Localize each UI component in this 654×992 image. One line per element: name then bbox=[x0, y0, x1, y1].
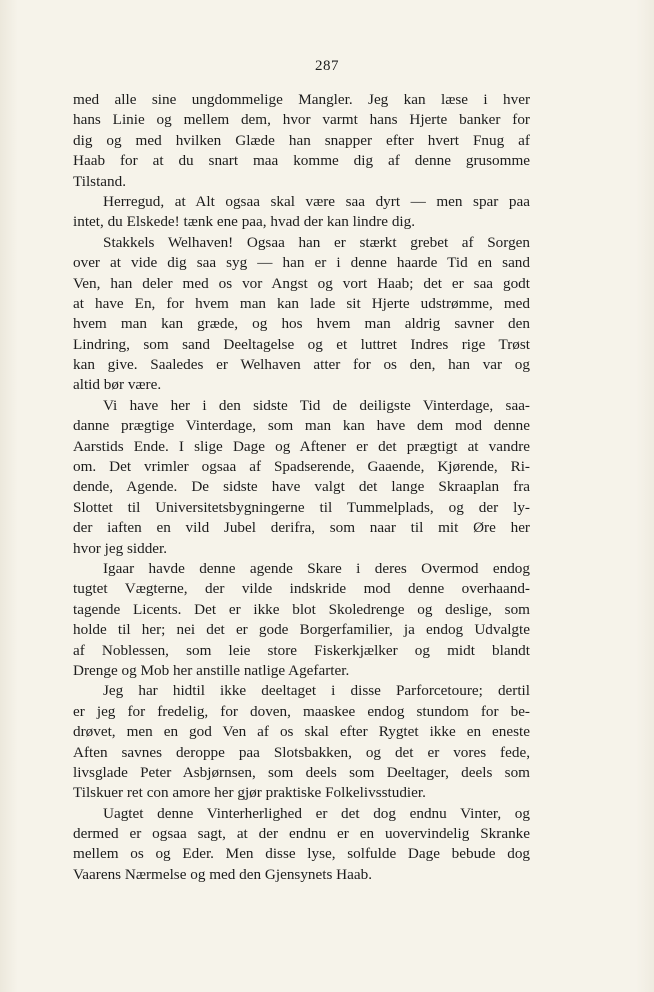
text-line: over at vide dig saa syg — han er i denne haarde Tid en sand bbox=[73, 254, 530, 272]
text-line: altid bør være. bbox=[73, 376, 162, 394]
text-line: tagende Licents. Det er ikke blot Skoledrenge og deslige, som bbox=[73, 600, 530, 618]
text-line: dende, Agende. De sidste have valgt det lange Skraaplan fra bbox=[73, 478, 530, 496]
text-line: intet, du Elskede! tænk ene paa, hvad der kan lindre dig. bbox=[73, 213, 416, 231]
paragraph bbox=[73, 90, 530, 192]
text-line: livsglade Peter Asbjørnsen, som deels som Deeltager, deels som bbox=[73, 763, 530, 781]
text-line: om. Det vrimler ogsaa af Spadserende, Gaaende, Kjørende, Ri- bbox=[73, 458, 530, 476]
page-number: 287 bbox=[315, 58, 339, 74]
paragraph bbox=[73, 559, 530, 681]
text-line: Aarstids Ende. I slige Dage og Aftener er det prægtigt at vandre bbox=[73, 437, 530, 455]
paragraph bbox=[73, 192, 530, 233]
text-line: Stakkels Welhaven! Ogsaa han er stærkt grebet af Sorgen bbox=[103, 233, 530, 251]
text-line: Vi have her i den sidste Tid de deiligste Vinterdage, saa- bbox=[103, 396, 530, 414]
text-line: af Noblessen, som leie store Fiskerkjælker og midt blandt bbox=[73, 641, 530, 659]
text-line: der iaften en vild Jubel derifra, som naar til mit Øre her bbox=[73, 519, 530, 537]
text-line: mellem os og Eder. Men disse lyse, solfulde Dage bebude dog bbox=[73, 845, 530, 863]
text-line: med alle sine ungdommelige Mangler. Jeg kan læse i hver bbox=[73, 91, 530, 108]
body-text bbox=[73, 90, 530, 885]
text-line: kan give. Saaledes er Welhaven atter for os den, han var og bbox=[73, 356, 530, 374]
text-line: Vaarens Nærmelse og med den Gjensynets Haab. bbox=[73, 865, 373, 883]
paragraph bbox=[73, 396, 530, 559]
text-line: Uagtet denne Vinterherlighed er det dog endnu Vinter, og bbox=[103, 804, 530, 822]
text-line: hvor jeg sidder. bbox=[73, 539, 168, 557]
text-line: Aften savnes deroppe paa Slotsbakken, og det er vores fede, bbox=[73, 743, 530, 761]
text-line: hvem man kan græde, og hos hvem man aldrig savner den bbox=[73, 315, 530, 333]
text-line: Slottet til Universitetsbygningerne til Tummelplads, og der ly- bbox=[73, 498, 530, 516]
text-line: Lindring, som sand Deeltagelse og et luttret Indres rige Trøst bbox=[73, 335, 530, 353]
text-line: Haab for at du snart maa komme dig af denne grusomme bbox=[73, 152, 530, 170]
text-line: at have En, for hvem man kan lade sit Hjerte udstrømme, med bbox=[73, 294, 530, 312]
paragraph bbox=[73, 233, 530, 396]
text-line: danne prægtige Vinterdage, som man kan have dem mod denne bbox=[73, 417, 530, 435]
text-line: Jeg har hidtil ikke deeltaget i disse Parforcetoure; dertil bbox=[103, 682, 530, 700]
text-line: drøvet, men en god Ven af os skal efter Rygtet ikke en eneste bbox=[73, 723, 530, 741]
text-line: Tilskuer ret con amore her gjør praktiske Folkelivsstudier. bbox=[73, 784, 426, 802]
text-line: dig og med hvilken Glæde han snapper efter hvert Fnug af bbox=[73, 131, 530, 149]
text-line: er jeg for fredelig, for doven, maaskee endog stundom for be- bbox=[73, 702, 530, 720]
paragraph bbox=[73, 681, 530, 803]
text-line: Ven, han deler med os vor Angst og vort Haab; det er saa godt bbox=[73, 274, 530, 292]
text-line: Herregud, at Alt ogsaa skal være saa dyrt — men spar paa bbox=[103, 192, 530, 210]
text-line: Igaar havde denne agende Skare i deres Overmod endog bbox=[103, 559, 530, 577]
text-line: dermed er ogsaa sagt, at der endnu er en uovervindelig Skranke bbox=[73, 825, 530, 843]
paragraph bbox=[73, 804, 530, 886]
text-line: tugtet Vægterne, der vilde indskride mod denne overhaand- bbox=[73, 580, 530, 598]
text-line: hans Linie og mellem dem, hvor varmt hans Hjerte banker for bbox=[73, 111, 530, 129]
text-line: holde til her; nei det er gode Borgerfamilier, ja endog Udvalgte bbox=[73, 621, 530, 639]
text-line: Drenge og Mob her anstille natlige Agefarter. bbox=[73, 661, 350, 679]
text-line: Tilstand. bbox=[73, 172, 127, 190]
